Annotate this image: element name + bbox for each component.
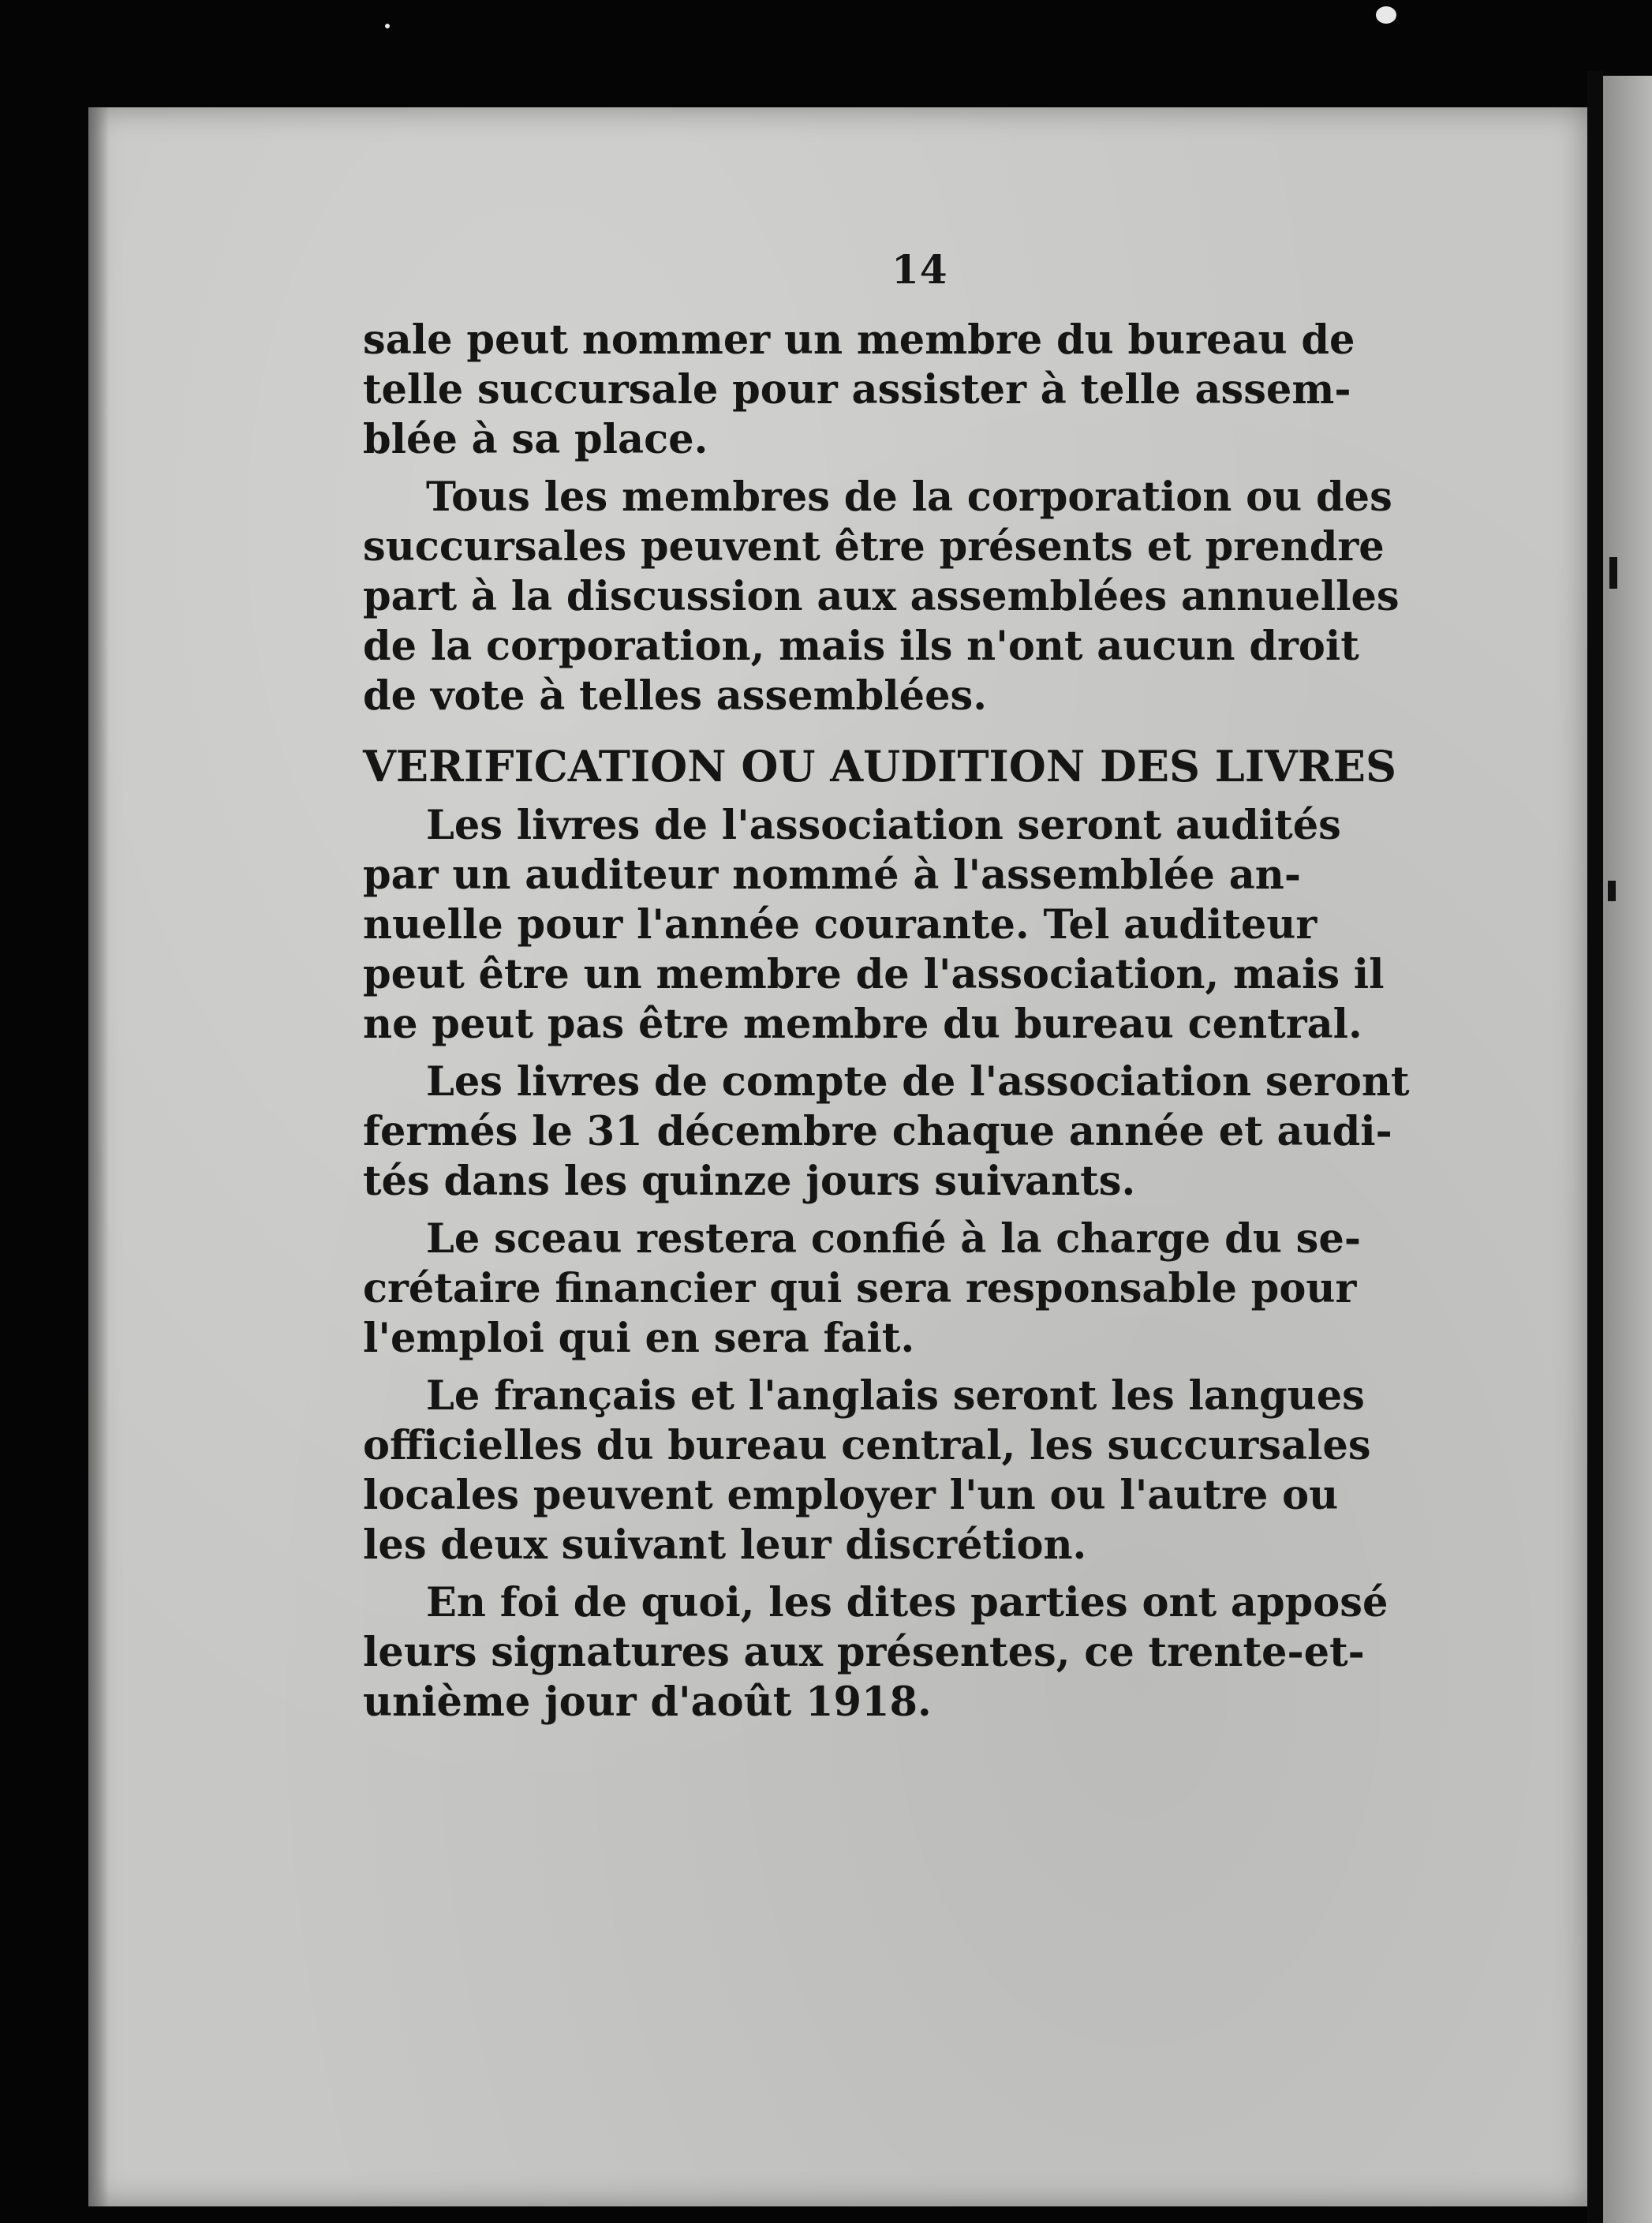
- text-line: Les livres de l'association seront audités: [426, 802, 1341, 849]
- page-fold: [1587, 71, 1603, 2223]
- paragraph-accounts: [363, 1057, 1507, 1207]
- section-heading: VERIFICATION OU AUDITION DES LIVRES: [363, 741, 1396, 792]
- text-line: telle succursale pour assister à telle assem-: [363, 366, 1351, 414]
- text-line: de vote à telles assemblées.: [363, 672, 988, 720]
- film-speck: [1376, 6, 1396, 24]
- text-line: succursales peuvent être présents et prendre: [363, 523, 1385, 571]
- text-line: leurs signatures aux présentes, ce trente-et-: [363, 1629, 1365, 1676]
- text-line: officielles du bureau central, les succursales: [363, 1422, 1371, 1469]
- adjacent-page-mark: [1608, 881, 1616, 901]
- text-line: locales peuvent employer l'un ou l'autre ou: [363, 1472, 1339, 1519]
- paragraph-continuation: [363, 316, 1507, 465]
- paragraph-signatures: [363, 1578, 1507, 1727]
- text-line: sale peut nommer un membre du bureau de: [363, 316, 1355, 364]
- paragraph-auditor: [363, 801, 1507, 1050]
- text-line: Le sceau restera confié à la charge du se-: [426, 1215, 1362, 1263]
- text-line: crétaire financier qui sera responsable pour: [363, 1265, 1357, 1312]
- text-line: En foi de quoi, les dites parties ont apposé: [426, 1579, 1389, 1626]
- document-body: [363, 316, 1507, 1735]
- adjacent-page-mark: [1609, 557, 1617, 589]
- text-line: Les livres de compte de l'association seront: [426, 1058, 1410, 1106]
- text-line: Tous les membres de la corporation ou des: [426, 473, 1392, 521]
- text-line: peut être un membre de l'association, mais il: [363, 951, 1385, 998]
- text-line: blée à sa place.: [363, 416, 708, 463]
- text-line: ne peut pas être membre du bureau central.: [363, 1001, 1362, 1048]
- text-line: part à la discussion aux assemblées annuelles: [363, 573, 1400, 620]
- text-line: les deux suivant leur discrétion.: [363, 1521, 1087, 1569]
- text-line: l'emploi qui en sera fait.: [363, 1315, 915, 1362]
- paragraph-languages: [363, 1372, 1507, 1570]
- text-line: nuelle pour l'année courante. Tel auditeur: [363, 901, 1317, 949]
- page-gutter-shadow: [88, 107, 109, 2206]
- text-line: Le français et l'anglais seront les langues: [426, 1372, 1365, 1420]
- paragraph-members: [363, 473, 1507, 721]
- film-speck: [385, 24, 390, 28]
- text-line: de la corporation, mais ils n'ont aucun droit: [363, 623, 1359, 670]
- page-number: 14: [891, 246, 948, 293]
- text-line: par un auditeur nommé à l'assemblée an-: [363, 851, 1301, 899]
- adjacent-page-edge: [1603, 76, 1652, 2223]
- text-line: fermés le 31 décembre chaque année et audi-: [363, 1108, 1392, 1155]
- text-line: tés dans les quinze jours suivants.: [363, 1158, 1136, 1205]
- text-line: unième jour d'août 1918.: [363, 1678, 932, 1726]
- paragraph-seal: [363, 1214, 1507, 1364]
